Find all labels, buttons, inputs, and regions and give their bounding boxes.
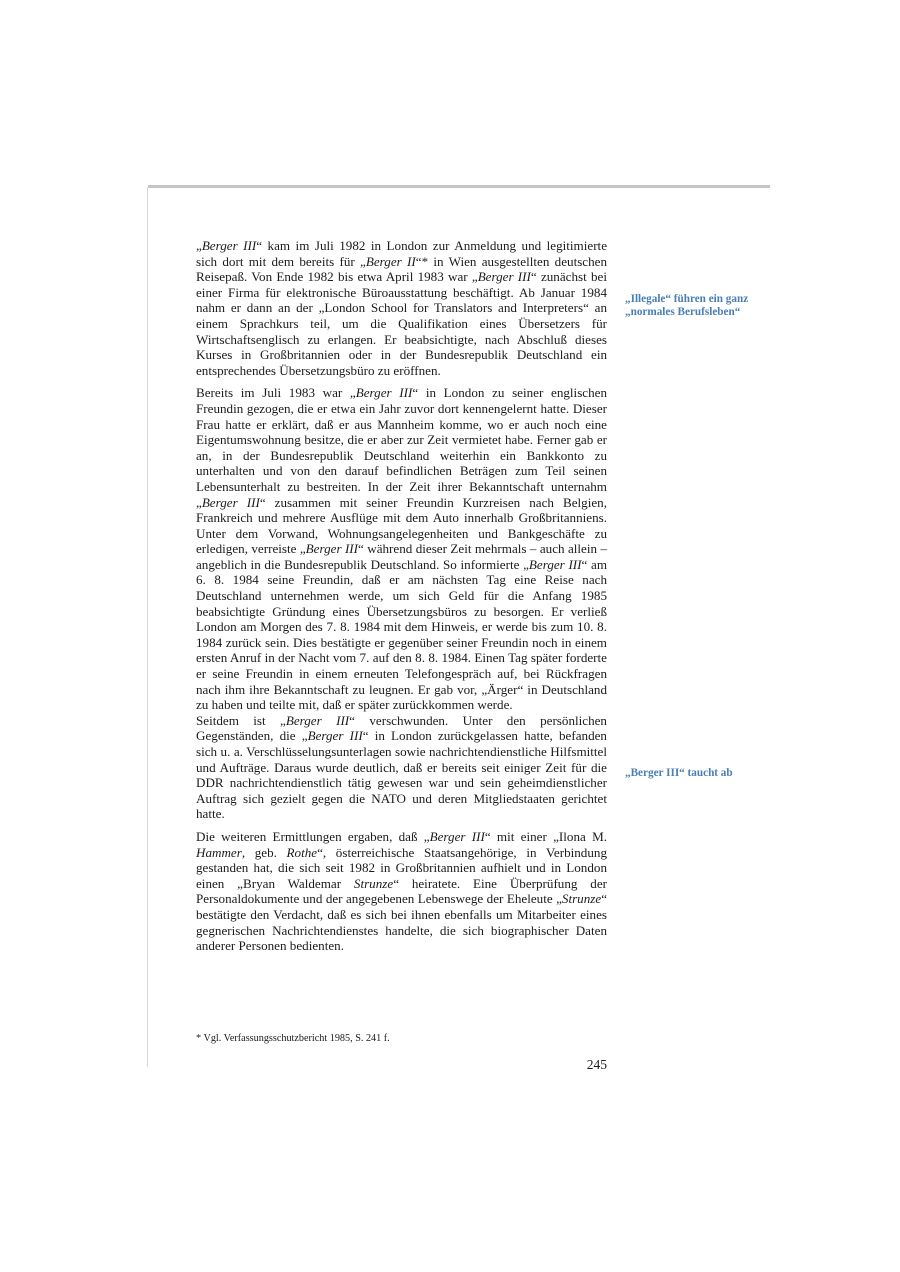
text-run: “ in London zu seiner englischen Freundin gezogen, die er etwa ein Jahr zuvor dort kennengelernt hatte. Dieser Frau hatte er erklärt, daß er aus Mannheim komme, wo er auch noch eine Eigentumswohnung besitze, die er aber zur Zeit vermietet habe. Ferner gab er an, in der Bundesrepublik Deutschland weiterhin ein Bankkonto zu unterhalten und von den darauf befindlichen Beträgen zum Teil seinen Lebensunterhalt zu bestreiten. In der Zeit ihrer Bekanntschaft unternahm „: [196, 385, 608, 510]
italic-run: Berger III: [429, 828, 485, 844]
margin-note: „Illegale“ führen ein ganz „normales Berufsleben“: [625, 293, 749, 318]
top-rule: [148, 185, 770, 188]
text-run: “ kam im Juli 1982 in London zur Anmeldung und legitimierte sich dort mit dem bereits für „: [196, 238, 608, 269]
text-run: “ zunächst bei einer Firma für elektronische Büroausstattung beschäftigt. Ab Januar 1984 nahm er dann an der „London School for Translators and Interpreters“ an einem Sprachkurs teil, um die Qualifikation eines Übersetzers für Wirtschaftsenglisch zu erlangen. Er beabsichtigte, nach Abschluß dieses Kurses in Großbritannien oder in der Bundesrepublik Deutschland ein entsprechendes Übersetzungsbüro zu eröffnen.: [196, 269, 607, 378]
text-run: Seitdem ist „: [196, 712, 286, 728]
footnote: * Vgl. Verfassungsschutzbericht 1985, S. 241 f.: [196, 1033, 390, 1044]
italic-run: Berger III: [477, 269, 531, 285]
text-run: “ in London zurückgelassen hatte, befanden sich u. a. Verschlüsselungsunterlagen sowie nachrichtendienstliche Hilfsmittel und Aufträge. Daraus wurde deutlich, daß er bereits seit einiger Zeit für die DDR nachrichtendienstlich tätig gewesen war und sein geheimdienstlicher Auftrag sich gezielt gegen die NATO und deren Mitgliedstaaten gerichtet hatte.: [196, 728, 607, 822]
text-run: “ am 6. 8. 1984 seine Freundin, daß er am nächsten Tag eine Reise nach Deutschland unternehmen werde, um sich Geld für die Anfang 1985 beabsichtigte Gründung eines Übersetzungsbüros zu besorgen. Er verließ London am Morgen des 7. 8. 1984 mit dem Hinweis, er werde bis zum 10. 8. 1984 zurück sein. Dies bestätigte er gegenüber seiner Freundin noch in einem ersten Anruf in der Nacht vom 7. auf den 8. 8. 1984. Einen Tag später forderte er seine Freundin in einem erneuten Telefongespräch auf, bei Rückfragen nach ihm ihre Bekanntschaft zu leugnen. Er gab vor, „Ärger“ in Deutschland zu haben und teilte mit, daß er später zurückkommen werde.: [196, 556, 608, 713]
italic-run: Berger III: [201, 494, 260, 510]
italic-run: Strunze: [353, 875, 394, 891]
italic-run: Berger III: [355, 385, 413, 401]
margin-note: „Berger III“ taucht ab: [625, 767, 733, 779]
text-run: “ bestätigte den Verdacht, daß es sich bei ihnen ebenfalls um Mitarbeiter eines gegnerischen Nachrichtendienstes handelte, die sich biographischer Daten anderer Personen bedienten.: [196, 891, 607, 954]
italic-run: Berger III: [285, 712, 350, 728]
text-run: “ mit einer „Ilona M.: [484, 828, 607, 844]
text-run: “ verschwunden. Unter den persönlichen Gegenständen, die „: [196, 712, 607, 744]
text-run: Die weiteren Ermittlungen ergaben, daß „: [196, 828, 430, 844]
italic-run: Rothe: [286, 844, 318, 860]
paragraph: [196, 385, 607, 712]
left-rule: [147, 187, 148, 1067]
text-run: , geb.: [241, 844, 287, 860]
italic-run: Berger III: [305, 541, 359, 557]
italic-run: Berger II: [365, 253, 416, 269]
text-run: “* in Wien ausgestellten deutschen Reisepaß. Von Ende 1982 bis etwa April 1983 war „: [196, 253, 608, 285]
paragraph: [196, 829, 607, 954]
italic-run: Berger III: [201, 238, 257, 253]
text-run: “, österreichische Staatsangehörige, in Verbindung gestanden hat, die sich seit 1982 in Großbritannien aufhielt und in London einen „Bryan Waldemar: [196, 844, 607, 891]
paragraph: [196, 238, 607, 378]
paragraph: [196, 713, 607, 822]
text-run: “ heiratete. Eine Überprüfung der Personaldokumente und der angegebenen Lebenswege der Eheleute „: [196, 875, 607, 907]
italic-run: Berger III: [528, 556, 582, 572]
text-run: “ während dieser Zeit mehrmals – auch allein – angeblich in die Bundesrepublik Deutschland. So informierte „: [196, 541, 607, 572]
italic-run: Hammer: [196, 844, 242, 860]
text-run: “ zusammen mit seiner Freundin Kurzreisen nach Belgien, Frankreich und mehrere Ausflüge mit dem Auto innerhalb Großbritanniens. Unter dem Vorwand, Wohnungsangelegenheiten und Bankgeschäfte zu erledigen, verreiste „: [196, 494, 607, 557]
text-run: „: [196, 238, 202, 253]
text-run: Bereits im Juli 1983 war „: [196, 385, 356, 401]
body-text: [196, 238, 607, 961]
italic-run: Berger III: [307, 728, 363, 744]
page-number: 245: [586, 1057, 607, 1072]
italic-run: Strunze: [561, 891, 602, 907]
